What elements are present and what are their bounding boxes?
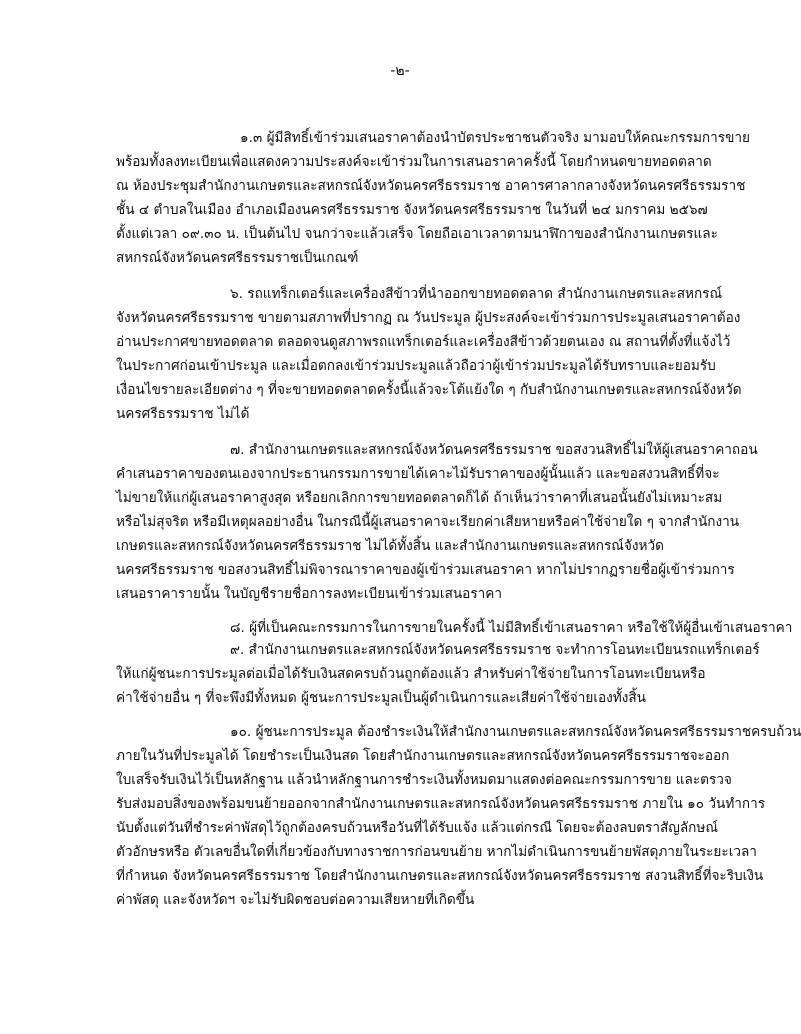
paragraph-line: ตั้งแต่เวลา ๐๙.๓๐ น. เป็นต้นไป จนกว่าจะแล้วเสร็จ โดยถือเอาเวลาตามนาฬิกาของสำนักงานเกษตรและ <box>116 226 718 242</box>
paragraph-line: นครศรีธรรมราช ไม่ได้ <box>116 406 250 422</box>
paragraph-line: คำเสนอราคาของตนเองจากประธานกรรมการขายได้เคาะไม้รับราคาของผู้นั้นแล้ว และขอสงวนสิทธิ์ที่จะ <box>116 466 720 482</box>
paragraph-line: ไม่ขายให้แก่ผู้เสนอราคาสูงสุด หรือยกเลิกการขายทอดตลาดก็ได้ ถ้าเห็นว่าราคาที่เสนอนั้นยังไม่เหมาะสม <box>116 490 723 506</box>
paragraph-line: ๑.๓ ผู้มีสิทธิ์เข้าร่วมเสนอราคาต้องนำบัตรประชาชนตัวจริง มามอบให้คณะกรรมการขาย <box>240 130 750 146</box>
paragraph-line: สหกรณ์จังหวัดนครศรีธรรมราชเป็นเกณฑ์ <box>116 250 359 266</box>
paragraph-line: หรือไม่สุจริต หรือมีเหตุผลอย่างอื่น ในกรณีนี้ผู้เสนอราคาจะเรียกค่าเสียหายหรือค่าใช้จ่ายใด ๆ จากสำนักงาน <box>116 514 740 530</box>
paragraph-line: ที่กำหนด จังหวัดนครศรีธรรมราช โดยสำนักงานเกษตรและสหกรณ์จังหวัดนครศรีธรรมราช สงวนสิทธิ์ที่จะริบเงิน <box>116 868 764 884</box>
paragraph-line: ค่าพัสดุ และจังหวัดฯ จะไม่รับผิดชอบต่อความเสียหายที่เกิดขึ้น <box>116 892 475 908</box>
page-number: -๒- <box>390 63 410 79</box>
paragraph-line: รับส่งมอบสิ่งของพร้อมขนย้ายออกจากสำนักงานเกษตรและสหกรณ์จังหวัดนครศรีธรรมราช ภายใน ๑๐ วันทำการ <box>116 796 766 812</box>
paragraph-line: ชั้น ๔ ตำบลในเมือง อำเภอเมืองนครศรีธรรมราช จังหวัดนครศรีธรรมราช ในวันที่ ๒๔ มกราคม ๒๕๖๗ <box>116 202 708 218</box>
paragraph-line: ๗. สำนักงานเกษตรและสหกรณ์จังหวัดนครศรีธรรมราช ขอสงวนสิทธิ์ไม่ให้ผู้เสนอราคาถอน <box>230 442 758 458</box>
paragraph-line: เงื่อนไขรายละเอียดต่าง ๆ ที่จะขายทอดตลาดครั้งนี้แล้วจะโต้แย้งใด ๆ กับสำนักงานเกษตรและสหกรณ์จังหวัด <box>116 382 742 398</box>
paragraph-line: เกษตรและสหกรณ์จังหวัดนครศรีธรรมราช ไม่ได้ทั้งสิ้น และสำนักงานเกษตรและสหกรณ์จังหวัด <box>116 538 664 554</box>
paragraph-line: ในประกาศก่อนเข้าประมูล และเมื่อตกลงเข้าร่วมประมูลแล้วถือว่าผู้เข้าร่วมประมูลได้รับทราบและยอมรับ <box>116 358 716 374</box>
paragraph-line: ตัวอักษรหรือ ตัวเลขอื่นใดที่เกี่ยวข้องกับทางราชการก่อนขนย้าย หากไม่ดำเนินการขนย้ายพัสดุภายในระยะเวลา <box>116 844 757 860</box>
paragraph-line: จังหวัดนครศรีธรรมราช ขายตามสภาพที่ปรากฏ ณ วันประมูล ผู้ประสงค์จะเข้าร่วมการประมูลเสนอราคาต้อง <box>116 310 741 326</box>
paragraph-line: ใบเสร็จรับเงินไว้เป็นหลักฐาน แล้วนำหลักฐานการชำระเงินทั้งหมดมาแสดงต่อคณะกรรมการขาย และตรวจ <box>116 772 732 788</box>
paragraph-line: ให้แก่ผู้ชนะการประมูลต่อเมื่อได้รับเงินสดครบถ้วนถูกต้องแล้ว สำหรับค่าใช้จ่ายในการโอนทะเบียนหรือ <box>116 666 706 682</box>
paragraph-line: ๑๐. ผู้ชนะการประมูล ต้องชำระเงินให้สำนักงานเกษตรและสหกรณ์จังหวัดนครศรีธรรมราชครบถ้วน <box>230 724 801 740</box>
paragraph-line: ณ ห้องประชุมสำนักงานเกษตรและสหกรณ์จังหวัดนครศรีธรรมราช อาคารศาลากลางจังหวัดนครศรีธรรมราช <box>116 178 746 194</box>
paragraph-line: พร้อมทั้งลงทะเบียนเพื่อแสดงความประสงค์จะเข้าร่วมในการเสนอราคาครั้งนี้ โดยกำหนดขายทอดตลาด <box>116 154 712 170</box>
paragraph-line: อ่านประกาศขายทอดตลาด ตลอดจนดูสภาพรถแทร็กเตอร์และเครื่องสีข้าวด้วยตนเอง ณ สถานที่ตั้งที่แจ้งไว้ <box>116 334 731 350</box>
paragraph-line: ๖. รถแทร็กเตอร์และเครื่องสีข้าวที่นำออกขายทอดตลาด สำนักงานเกษตรและสหกรณ์ <box>230 286 723 302</box>
paragraph-line: นครศรีธรรมราช ขอสงวนสิทธิ์ไม่พิจารณาราคาของผู้เข้าร่วมเสนอราคา หากไม่ปรากฏรายชื่อผู้เข้าร่วมการ <box>116 562 735 578</box>
paragraph-line: ภายในวันที่ประมูลได้ โดยชำระเป็นเงินสด โดยสำนักงานเกษตรและสหกรณ์จังหวัดนครศรีธรรมราชจะออก <box>116 748 730 764</box>
paragraph-line: ค่าใช้จ่ายอื่น ๆ ที่จะพึงมีทั้งหมด ผู้ชนะการประมูลเป็นผู้ดำเนินการและเสียค่าใช้จ่ายเองทั้งสิ้น <box>116 690 646 706</box>
paragraph-line: เสนอราคารายนั้น ในบัญชีรายชื่อการลงทะเบียนเข้าร่วมเสนอราคา <box>116 586 502 602</box>
paragraph-line: นับตั้งแต่วันที่ชำระค่าพัสดุไว้ถูกต้องครบถ้วนหรือวันที่ได้รับแจ้ง แล้วแต่กรณี โดยจะต้องลบตราสัญลักษณ์ <box>116 820 718 836</box>
paragraph-line: ๙. สำนักงานเกษตรและสหกรณ์จังหวัดนครศรีธรรมราช จะทำการโอนทะเบียนรถแทร็กเตอร์ <box>230 642 760 658</box>
paragraph-line: ๘. ผู้ที่เป็นคณะกรรมการในการขายในครั้งนี้ ไม่มีสิทธิ์เข้าเสนอราคา หรือใช้ให้ผู้อื่นเข้าเสนอราคา <box>230 620 793 636</box>
